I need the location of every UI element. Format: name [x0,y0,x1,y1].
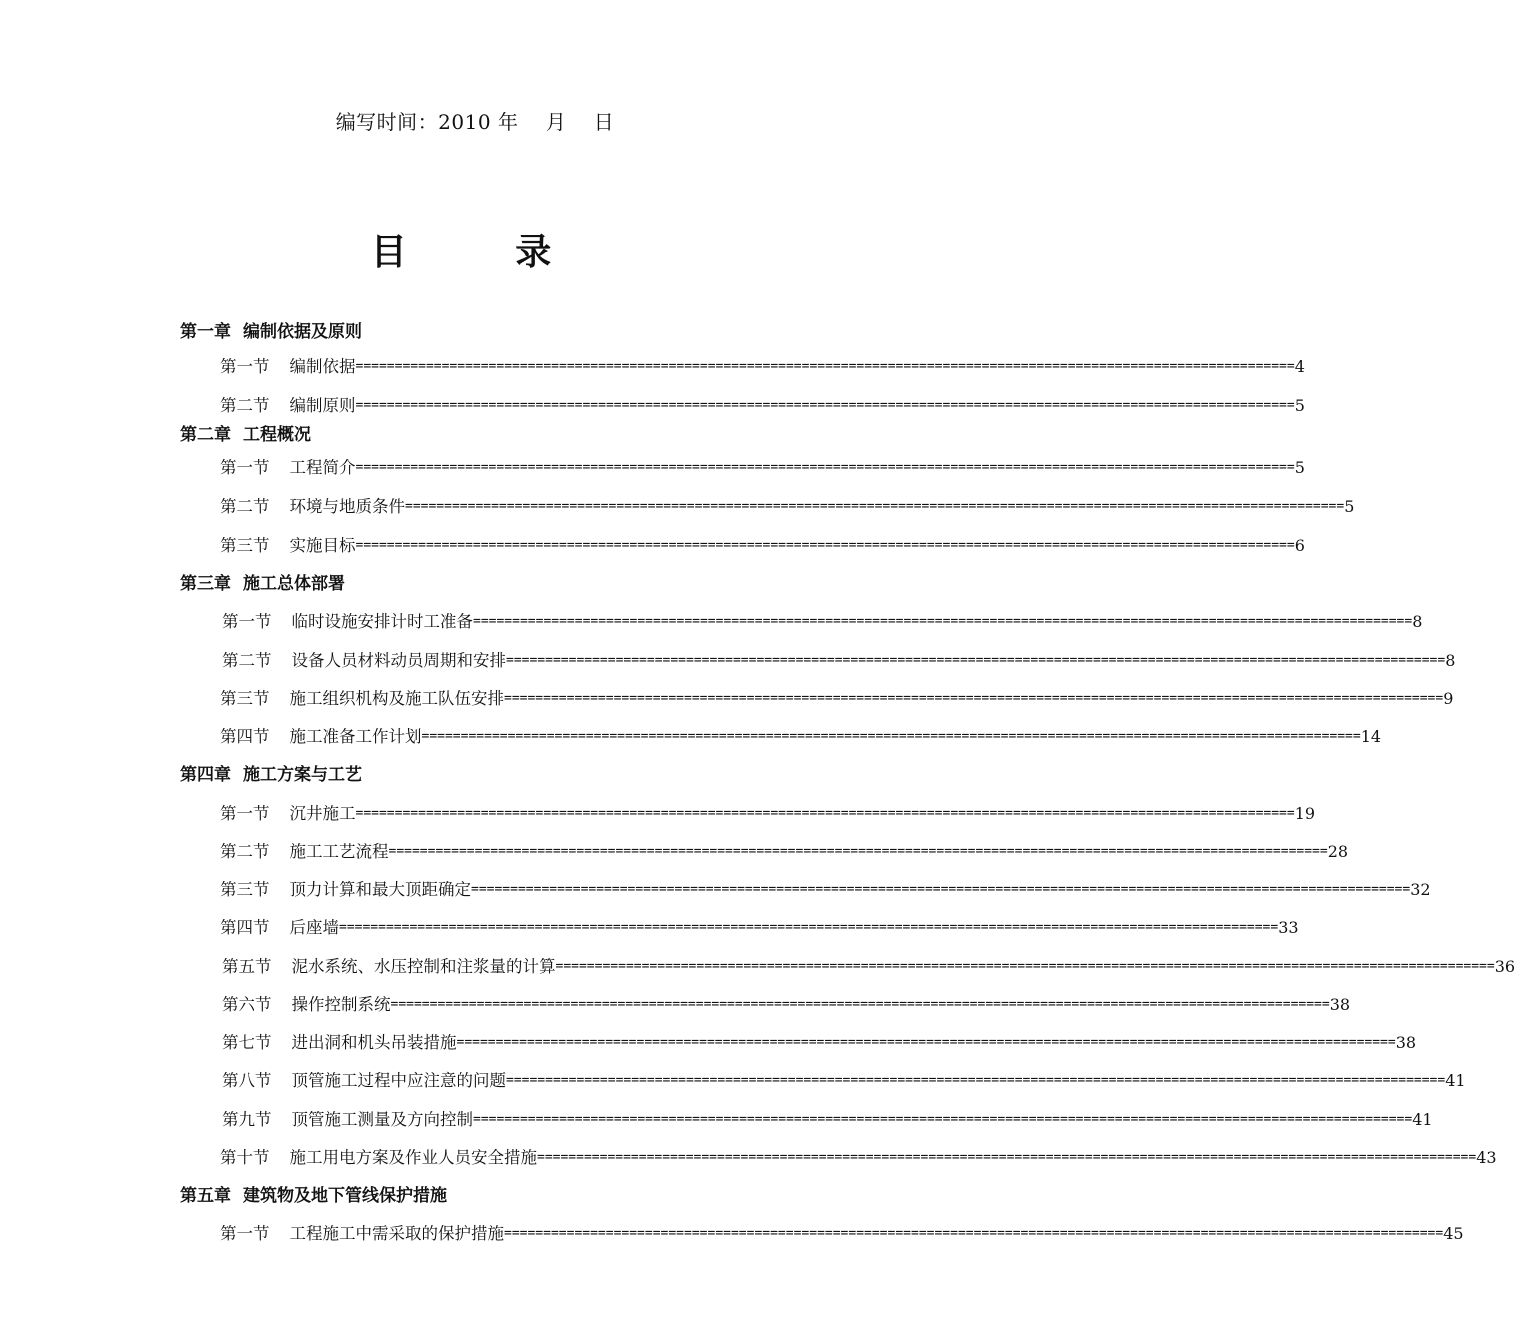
section-number: 第一节 [220,804,270,823]
dot-leader: ======================================================================================================================== [537,1150,1477,1165]
toc-section [220,687,1454,713]
section-number: 第九节 [222,1110,272,1129]
page-number: 28 [1327,842,1349,861]
section-title: 施工准备工作计划 [289,727,422,746]
page-number: 41 [1445,1071,1466,1090]
dot-leader: ======================================================================================================================== [355,538,1295,553]
section-title: 进出洞和机头吊装措施 [291,1033,457,1052]
dot-leader: ======================================================================================================================== [473,614,1413,629]
dot-leader: ======================================================================================================================== [355,806,1295,821]
section-number: 第一节 [220,357,270,376]
section-title: 泥水系统、水压控制和注浆量的计算 [291,957,556,976]
section-number: 第一节 [220,1224,270,1243]
section-title: 施工工艺流程 [289,842,389,861]
section-title: 顶管施工测量及方向控制 [291,1110,473,1129]
dot-leader: ======================================================================================================================== [355,460,1295,475]
page-number: 41 [1412,1110,1433,1129]
dot-leader: ======================================================================================================================== [473,1112,1413,1127]
toc-section [222,955,1515,981]
chapter-number: 第三章 [180,574,231,594]
chapter-number: 第五章 [180,1186,231,1206]
dot-leader: ======================================================================================================================== [504,691,1444,706]
section-title: 操作控制系统 [291,995,391,1014]
dot-leader: ======================================================================================================================== [504,1226,1444,1241]
section-number: 第八节 [222,1071,272,1090]
page-title: 目 录 [370,231,600,273]
toc-chapter [180,572,780,598]
section-title: 工程施工中需采取的保护措施 [289,1224,504,1243]
chapter-title: 施工方案与工艺 [243,765,362,785]
toc-section [220,878,1431,904]
page-number: 8 [1445,651,1456,670]
toc-chapter [180,423,780,449]
section-number: 第二节 [220,842,270,861]
section-title: 编制原则 [289,396,356,415]
toc-section [222,993,1351,1019]
dot-leader: ======================================================================================================================== [355,359,1295,374]
section-title: 工程简介 [289,458,356,477]
chapter-title: 施工总体部署 [243,574,345,594]
toc-section [222,1069,1466,1095]
section-title: 施工组织机构及施工队伍安排 [289,689,504,708]
section-number: 第七节 [222,1033,272,1052]
toc-section [220,802,1316,828]
toc-section [220,1146,1497,1172]
page-number: 19 [1294,804,1316,823]
section-number: 第四节 [220,727,270,746]
toc-section [220,1222,1464,1248]
section-number: 第三节 [220,689,270,708]
chapter-title: 工程概况 [243,425,311,445]
section-title: 沉井施工 [289,804,356,823]
section-number: 第二节 [222,651,272,670]
chapter-title: 编制依据及原则 [243,322,362,342]
page-number: 5 [1294,396,1305,415]
toc-section [222,610,1423,636]
section-number: 第三节 [220,880,270,899]
section-title: 后座墙 [289,918,339,937]
section-number: 第一节 [220,458,270,477]
toc-section [220,534,1305,560]
date-line: 编写时间：2010 年 月 日 [335,110,615,134]
section-title: 顶力计算和最大顶距确定 [289,880,471,899]
section-number: 第六节 [222,995,272,1014]
toc-section [220,840,1349,866]
dot-leader: ======================================================================================================================== [355,398,1295,413]
section-title: 临时设施安排计时工准备 [291,612,473,631]
section-title: 施工用电方案及作业人员安全措施 [289,1148,537,1167]
section-number: 第二节 [220,497,270,516]
page-number: 5 [1344,497,1355,516]
page-number: 33 [1278,918,1299,937]
page-number: 8 [1412,612,1423,631]
toc-section [222,1108,1433,1134]
dot-leader: ======================================================================================================================== [506,1073,1446,1088]
toc-section [220,394,1305,420]
toc-section [222,1031,1417,1057]
dot-leader: ======================================================================================================================== [390,997,1330,1012]
section-number: 第四节 [220,918,270,937]
toc-chapter [180,763,780,789]
chapter-number: 第二章 [180,425,231,445]
toc-section [220,456,1305,482]
page-number: 32 [1410,880,1431,899]
page-number: 9 [1443,689,1454,708]
page-number: 38 [1329,995,1351,1014]
toc-section [220,355,1305,381]
page-number: 4 [1294,357,1305,376]
page-number: 43 [1476,1148,1497,1167]
chapter-title: 建筑物及地下管线保护措施 [243,1186,447,1206]
chapter-number: 第四章 [180,765,231,785]
dot-leader: ======================================================================================================================== [506,653,1446,668]
section-number: 第二节 [220,396,270,415]
toc-section [222,649,1456,675]
section-title: 环境与地质条件 [289,497,405,516]
section-title: 实施目标 [289,536,356,555]
toc-section [220,725,1382,751]
dot-leader: ======================================================================================================================== [421,729,1361,744]
page-number: 5 [1294,458,1305,477]
section-title: 编制依据 [289,357,356,376]
page-number: 38 [1395,1033,1417,1052]
page-number: 45 [1443,1224,1464,1243]
section-number: 第五节 [222,957,272,976]
section-number: 第一节 [222,612,272,631]
dot-leader: ======================================================================================================================== [339,920,1279,935]
toc-section [220,916,1299,942]
toc-chapter [180,320,780,346]
section-number: 第三节 [220,536,270,555]
toc-chapter [180,1184,780,1210]
page-number: 36 [1494,957,1515,976]
dot-leader: ======================================================================================================================== [405,499,1345,514]
dot-leader: ======================================================================================================================== [555,959,1495,974]
page-number: 6 [1294,536,1305,555]
section-number: 第十节 [220,1148,270,1167]
dot-leader: ======================================================================================================================== [388,844,1328,859]
chapter-number: 第一章 [180,322,231,342]
section-title: 设备人员材料动员周期和安排 [291,651,506,670]
page-number: 14 [1360,727,1382,746]
toc-section [220,495,1355,521]
dot-leader: ======================================================================================================================== [456,1035,1396,1050]
dot-leader: ======================================================================================================================== [471,882,1411,897]
section-title: 顶管施工过程中应注意的问题 [291,1071,506,1090]
